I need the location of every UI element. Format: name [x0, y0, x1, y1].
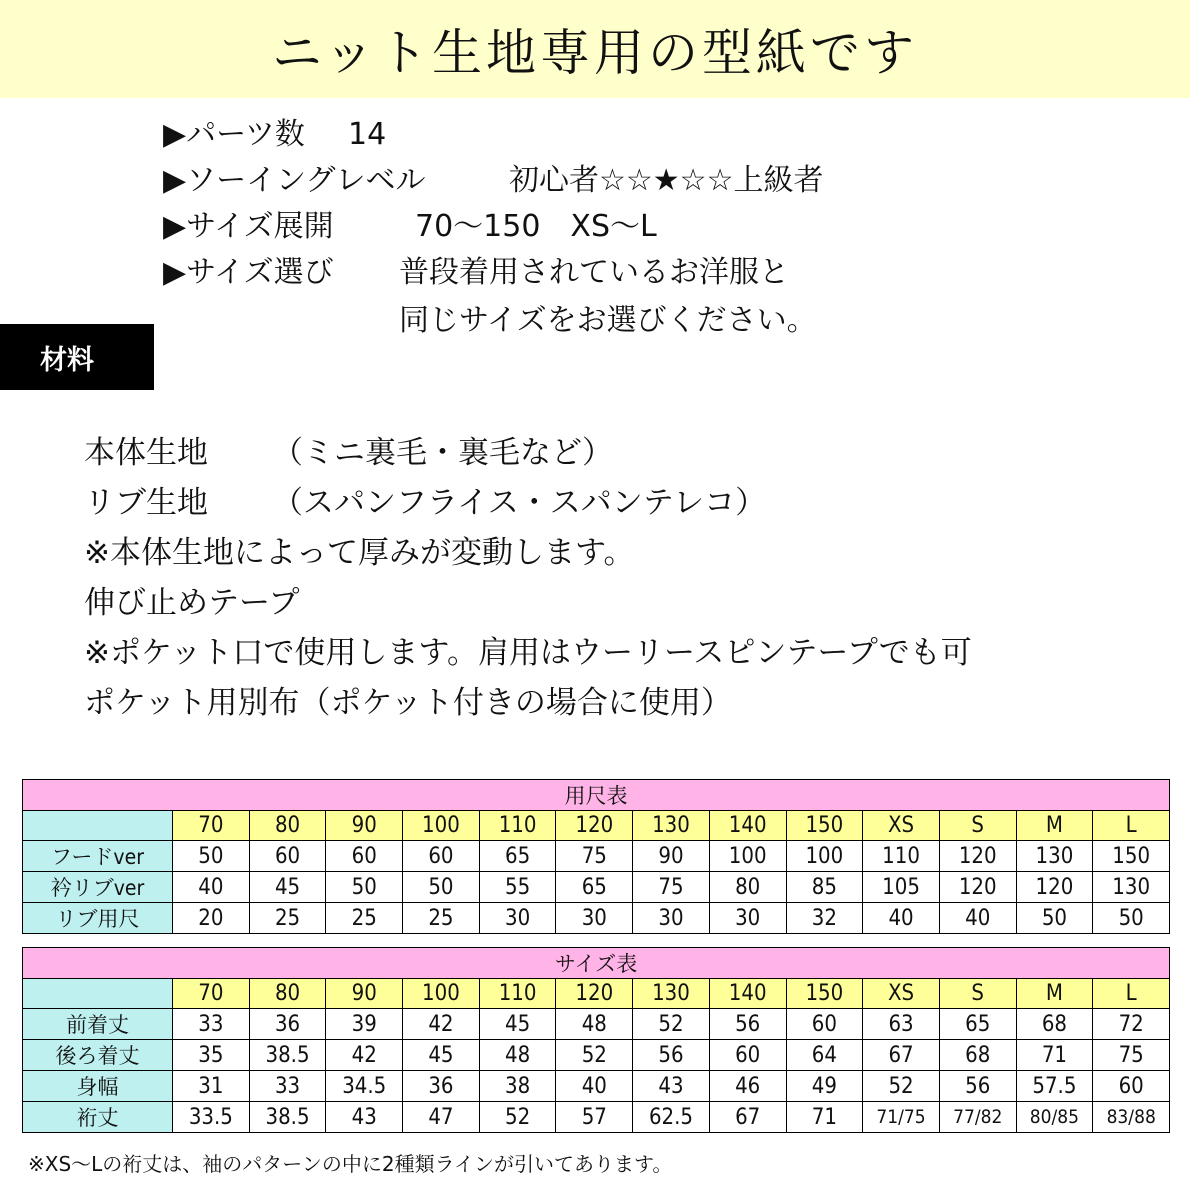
materials-heading-label: 材料 — [40, 344, 94, 376]
spec-label: ▶サイズ展開 — [163, 209, 334, 244]
material-line — [84, 528, 972, 578]
value-cell: 35 — [173, 1040, 250, 1071]
table-corner-cell — [23, 979, 173, 1009]
row-header-cell: 後ろ着丈 — [23, 1040, 173, 1071]
size-table-body — [23, 948, 1170, 1133]
value-cell: 62.5 — [633, 1102, 710, 1133]
value-cell: 50 — [173, 841, 250, 872]
value-cell: 36 — [403, 1071, 480, 1102]
table-title: 用尺表 — [23, 780, 1170, 811]
material-line — [84, 628, 972, 678]
value-cell: 48 — [479, 1040, 556, 1071]
value-cell: 75 — [633, 872, 710, 903]
spec-label: ▶パーツ数 — [163, 117, 305, 152]
value-cell: 56 — [709, 1009, 786, 1040]
value-cell: 38.5 — [249, 1102, 326, 1133]
spec-value: 14 — [348, 117, 387, 152]
size-chart-table — [22, 947, 1170, 1133]
row-header-cell: 前着丈 — [23, 1009, 173, 1040]
value-cell: 30 — [479, 903, 556, 934]
value-cell: 39 — [326, 1009, 403, 1040]
value-cell: 56 — [633, 1040, 710, 1071]
size-header-cell: 80 — [249, 979, 326, 1009]
size-header-cell: XS — [863, 979, 940, 1009]
value-cell: 120 — [939, 872, 1016, 903]
value-cell: 130 — [1093, 872, 1170, 903]
value-cell: 67 — [863, 1040, 940, 1071]
size-header-cell: 130 — [633, 979, 710, 1009]
value-cell: 40 — [556, 1071, 633, 1102]
value-cell: 64 — [786, 1040, 863, 1071]
materials-list — [84, 428, 972, 728]
value-cell: 45 — [403, 1040, 480, 1071]
table-row — [23, 903, 1170, 934]
value-cell: 46 — [709, 1071, 786, 1102]
spec-value: 初心者☆☆★☆☆上級者 — [509, 163, 824, 198]
size-header-cell: XS — [863, 811, 940, 841]
value-cell: 90 — [633, 841, 710, 872]
value-cell: 48 — [556, 1009, 633, 1040]
value-cell: 120 — [939, 841, 1016, 872]
material-note: （スパンフライス・スパンテレコ） — [272, 485, 767, 521]
value-cell: 56 — [939, 1071, 1016, 1102]
material-line — [84, 678, 972, 728]
value-cell: 30 — [709, 903, 786, 934]
value-cell: 52 — [479, 1102, 556, 1133]
row-header-cell: リブ用尺 — [23, 903, 173, 934]
value-cell: 25 — [403, 903, 480, 934]
material-text: ポケット用別布（ポケット付きの場合に使用） — [84, 685, 732, 721]
value-cell: 57 — [556, 1102, 633, 1133]
value-cell: 60 — [786, 1009, 863, 1040]
value-cell: 120 — [1016, 872, 1093, 903]
materials-heading — [0, 324, 154, 390]
value-cell: 42 — [326, 1040, 403, 1071]
value-cell: 34.5 — [326, 1071, 403, 1102]
size-header-cell: 110 — [479, 811, 556, 841]
value-cell: 52 — [863, 1071, 940, 1102]
size-header-cell: 100 — [403, 979, 480, 1009]
size-header-cell: 130 — [633, 811, 710, 841]
value-cell: 68 — [1016, 1009, 1093, 1040]
size-header-cell: 90 — [326, 811, 403, 841]
value-cell: 30 — [556, 903, 633, 934]
size-header-cell: S — [939, 979, 1016, 1009]
value-cell: 33 — [249, 1071, 326, 1102]
value-cell: 60 — [403, 841, 480, 872]
row-header-cell: フードver — [23, 841, 173, 872]
spec-value-continued: 同じサイズをお選びください。 — [399, 303, 817, 338]
material-text: リブ生地 — [84, 485, 208, 521]
value-cell: 43 — [326, 1102, 403, 1133]
value-cell: 71 — [1016, 1040, 1093, 1071]
value-cell: 52 — [633, 1009, 710, 1040]
spec-value: 70～150 XS～L — [415, 209, 657, 244]
value-cell: 65 — [939, 1009, 1016, 1040]
value-cell: 75 — [1093, 1040, 1170, 1071]
value-cell: 38 — [479, 1071, 556, 1102]
value-cell: 33 — [173, 1009, 250, 1040]
material-text: 伸び止めテープ — [84, 585, 300, 621]
table-size-header-row — [23, 979, 1170, 1009]
value-cell: 60 — [1093, 1071, 1170, 1102]
value-cell: 30 — [633, 903, 710, 934]
value-cell: 71/75 — [863, 1102, 940, 1133]
value-cell: 77/82 — [939, 1102, 1016, 1133]
value-cell: 50 — [403, 872, 480, 903]
value-cell: 52 — [556, 1040, 633, 1071]
size-header-cell: L — [1093, 979, 1170, 1009]
size-header-cell: S — [939, 811, 1016, 841]
value-cell: 31 — [173, 1071, 250, 1102]
size-header-cell: 150 — [786, 979, 863, 1009]
value-cell: 36 — [249, 1009, 326, 1040]
value-cell: 50 — [326, 872, 403, 903]
size-header-cell: 120 — [556, 979, 633, 1009]
value-cell: 60 — [326, 841, 403, 872]
table-row — [23, 872, 1170, 903]
table-row — [23, 1102, 1170, 1133]
value-cell: 83/88 — [1093, 1102, 1170, 1133]
row-header-cell: 衿リブver — [23, 872, 173, 903]
table-title: サイズ表 — [23, 948, 1170, 979]
value-cell: 47 — [403, 1102, 480, 1133]
size-header-cell: 80 — [249, 811, 326, 841]
value-cell: 80 — [709, 872, 786, 903]
spec-label: ▶ソーイングレベル — [163, 163, 426, 198]
table-title-row — [23, 948, 1170, 979]
size-header-cell: 110 — [479, 979, 556, 1009]
value-cell: 105 — [863, 872, 940, 903]
value-cell: 25 — [326, 903, 403, 934]
value-cell: 50 — [1093, 903, 1170, 934]
value-cell: 68 — [939, 1040, 1016, 1071]
material-text: 本体生地 — [84, 435, 208, 471]
row-header-cell: 裄丈 — [23, 1102, 173, 1133]
table-row — [23, 841, 1170, 872]
size-header-cell: 70 — [173, 811, 250, 841]
material-text: ※ポケット口で使用します。肩用はウーリースピンテープでも可 — [84, 635, 972, 671]
value-cell: 57.5 — [1016, 1071, 1093, 1102]
value-cell: 20 — [173, 903, 250, 934]
material-line — [84, 428, 972, 478]
fabric-table-body — [23, 780, 1170, 934]
value-cell: 67 — [709, 1102, 786, 1133]
value-cell: 110 — [863, 841, 940, 872]
size-header-cell: 140 — [709, 811, 786, 841]
size-header-cell: 70 — [173, 979, 250, 1009]
value-cell: 71 — [786, 1102, 863, 1133]
value-cell: 100 — [786, 841, 863, 872]
value-cell: 80/85 — [1016, 1102, 1093, 1133]
page-banner — [0, 0, 1190, 98]
table-size-header-row — [23, 811, 1170, 841]
table-row — [23, 1009, 1170, 1040]
value-cell: 63 — [863, 1009, 940, 1040]
size-header-cell: M — [1016, 979, 1093, 1009]
size-header-cell: 140 — [709, 979, 786, 1009]
value-cell: 43 — [633, 1071, 710, 1102]
size-header-cell: L — [1093, 811, 1170, 841]
value-cell: 75 — [556, 841, 633, 872]
value-cell: 25 — [249, 903, 326, 934]
fabric-requirement-table — [22, 779, 1170, 934]
value-cell: 72 — [1093, 1009, 1170, 1040]
value-cell: 50 — [1016, 903, 1093, 934]
value-cell: 49 — [786, 1071, 863, 1102]
table-corner-cell — [23, 811, 173, 841]
banner-title: ニット生地専用の型紙です — [272, 24, 918, 82]
table-row — [23, 1071, 1170, 1102]
value-cell: 42 — [403, 1009, 480, 1040]
value-cell: 130 — [1016, 841, 1093, 872]
value-cell: 65 — [479, 841, 556, 872]
table-row — [23, 1040, 1170, 1071]
size-header-cell: 120 — [556, 811, 633, 841]
material-line — [84, 478, 972, 528]
size-header-cell: 100 — [403, 811, 480, 841]
value-cell: 85 — [786, 872, 863, 903]
table-title-row — [23, 780, 1170, 811]
value-cell: 40 — [939, 903, 1016, 934]
material-text: ※本体生地によって厚みが変動します。 — [84, 535, 635, 571]
value-cell: 150 — [1093, 841, 1170, 872]
value-cell: 40 — [863, 903, 940, 934]
value-cell: 45 — [479, 1009, 556, 1040]
material-line — [84, 578, 972, 628]
row-header-cell: 身幅 — [23, 1071, 173, 1102]
value-cell: 45 — [249, 872, 326, 903]
footnote: ※XS～Lの裄丈は、袖のパターンの中に2種類ラインが引いてあります。 — [28, 1152, 673, 1176]
value-cell: 32 — [786, 903, 863, 934]
value-cell: 60 — [709, 1040, 786, 1071]
size-header-cell: M — [1016, 811, 1093, 841]
value-cell: 65 — [556, 872, 633, 903]
value-cell: 33.5 — [173, 1102, 250, 1133]
spec-value: 普段着用されているお洋服と — [399, 255, 789, 290]
value-cell: 100 — [709, 841, 786, 872]
size-header-cell: 90 — [326, 979, 403, 1009]
value-cell: 55 — [479, 872, 556, 903]
value-cell: 38.5 — [249, 1040, 326, 1071]
spec-label: ▶サイズ選び — [163, 255, 334, 290]
value-cell: 40 — [173, 872, 250, 903]
size-header-cell: 150 — [786, 811, 863, 841]
material-note: （ミニ裏毛・裏毛など） — [272, 435, 613, 471]
value-cell: 60 — [249, 841, 326, 872]
